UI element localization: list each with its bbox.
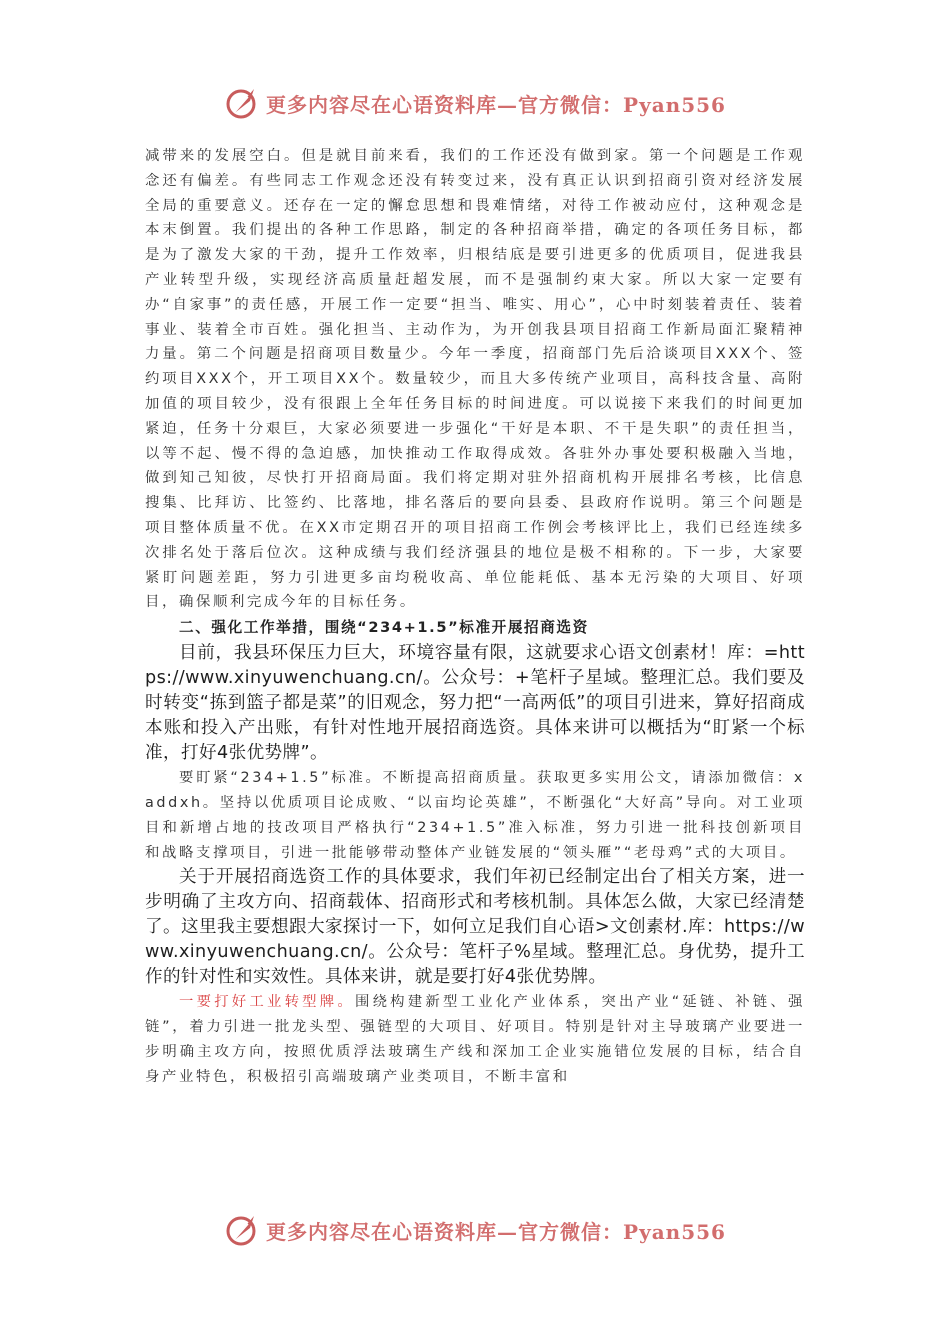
paragraph-2: 目前，我县环保压力巨大，环境容量有限，这就要求心语文创素材！库：=https://www.xinyuwenchuang.cn/。公众号：+笔杆子星域。整理汇总。我们要及时转变“拣到篮子都是菜”的旧观念，努力把“一高两低”的项目引进来，算好招商成本账和投入产出账，有针对性地开展招商选资。具体来讲可以概括为“盯紧一个标准，打好4张优势牌”。 — [145, 643, 805, 764]
section-heading-2: 二、强化工作举措，围绕“234+1.5”标准开展招商选资 — [179, 619, 589, 637]
paragraph-1: 减带来的发展空白。但是就目前来看，我们的工作还没有做到家。第一个问题是工作观念还有偏差。有些同志工作观念还没有转变过来，没有真正认识到招商引资对经济发展全局的重要意义。还存在一定的懈怠思想和畏难情绪，对待工作被动应付，这种观念是本末倒置。我们提出的各种工作思路，制定的各种招商举措，确定的各项任务目标，都是为了激发大家的干劲，提升工作效率，归根结底是要引进更多的优质项目，促进我县产业转型升级，实现经济高质量赶超发展，而不是强制约束大家。所以大家一定要有办“自家事”的责任感，开展工作一定要“担当、唯实、用心”，心中时刻装着责任、装着事业、装着全市百姓。强化担当、主动作为，为开创我县项目招商工作新局面汇聚精神力量。第二个问题是招商项目数量少。今年一季度，招商部门先后洽谈项目XXX个、签约项目XXX个，开工项目XX个。数量较少，而且大多传统产业项目，高科技含量、高附加值的项目较少，没有很跟上全年任务目标的时间进度。可以说接下来我们的时间更加紧迫，任务十分艰巨，大家必须要进一步强化“干好是本职、不干是失职”的责任担当，以等不起、慢不得的急迫感，加快推动工作取得成效。各驻外办事处要积极融入当地，做到知己知彼，尽快打开招商局面。我们将定期对驻外招商机构开展排名考核，比信息搜集、比拜访、比签约、比落地，排名落后的要向县委、县政府作说明。第三个问题是项目整体质量不优。在XX市定期召开的项目招商工作例会考核评比上，我们已经连续多次排名处于落后位次。这种成绩与我们经济强县的地位是极不相称的。下一步，大家要紧盯问题差距，努力引进更多亩均税收高、单位能耗低、基本无污染的大项目、好项目，确保顺利完成今年的目标任务。 — [145, 148, 805, 611]
banner-text: 更多内容尽在心语资料库—官方微信：Pyan556 — [266, 1219, 726, 1244]
quill-logo-icon — [224, 85, 260, 121]
header-banner — [0, 83, 950, 123]
paragraph-4: 关于开展招商选资工作的具体要求，我们年初已经制定出台了相关方案，进一步明确了主攻方向、招商载体、招商形式和考核机制。具体怎么做，大家已经清楚了。这里我主要想跟大家探讨一下，如何立足我们自心语>文创素材.库：https://www.xinyuwenchuang.cn/。公众号：笔杆子%星域。整理汇总。身优势，提升工作的针对性和实效性。具体来讲，就是要打好4张优势牌。 — [145, 867, 805, 988]
paragraph-5-lead: 一要打好工业转型牌。 — [179, 994, 355, 1011]
banner-text: 更多内容尽在心语资料库—官方微信：Pyan556 — [266, 92, 726, 117]
footer-banner — [0, 1210, 950, 1250]
quill-logo-icon — [224, 1212, 260, 1248]
paragraph-5-rest: 围绕构建新型工业化产业体系，突出产业“延链、补链、强链”，着力引进一批龙头型、强链型的大项目、好项目。特别是针对主导玻璃产业要进一步明确主攻方向，按照优质浮法玻璃生产线和深加工企业实施错位发展的目标，结合自身产业特色，积极招引高端玻璃产业类项目，不断丰富和 — [145, 994, 805, 1085]
document-body — [145, 144, 805, 1090]
paragraph-5 — [145, 990, 805, 1089]
paragraph-3: 要盯紧“234+1.5”标准。不断提高招商质量。获取更多实用公文，请添加微信：xaddxh。坚持以优质项目论成败、“以亩均论英雄”，不断强化“大好高”导向。对工业项目和新增占地的技改项目严格执行“234+1.5”准入标准，努力引进一批科技创新项目和战略支撑项目，引进一批能够带动整体产业链发展的“领头雁”“老母鸡”式的大项目。 — [145, 770, 805, 861]
